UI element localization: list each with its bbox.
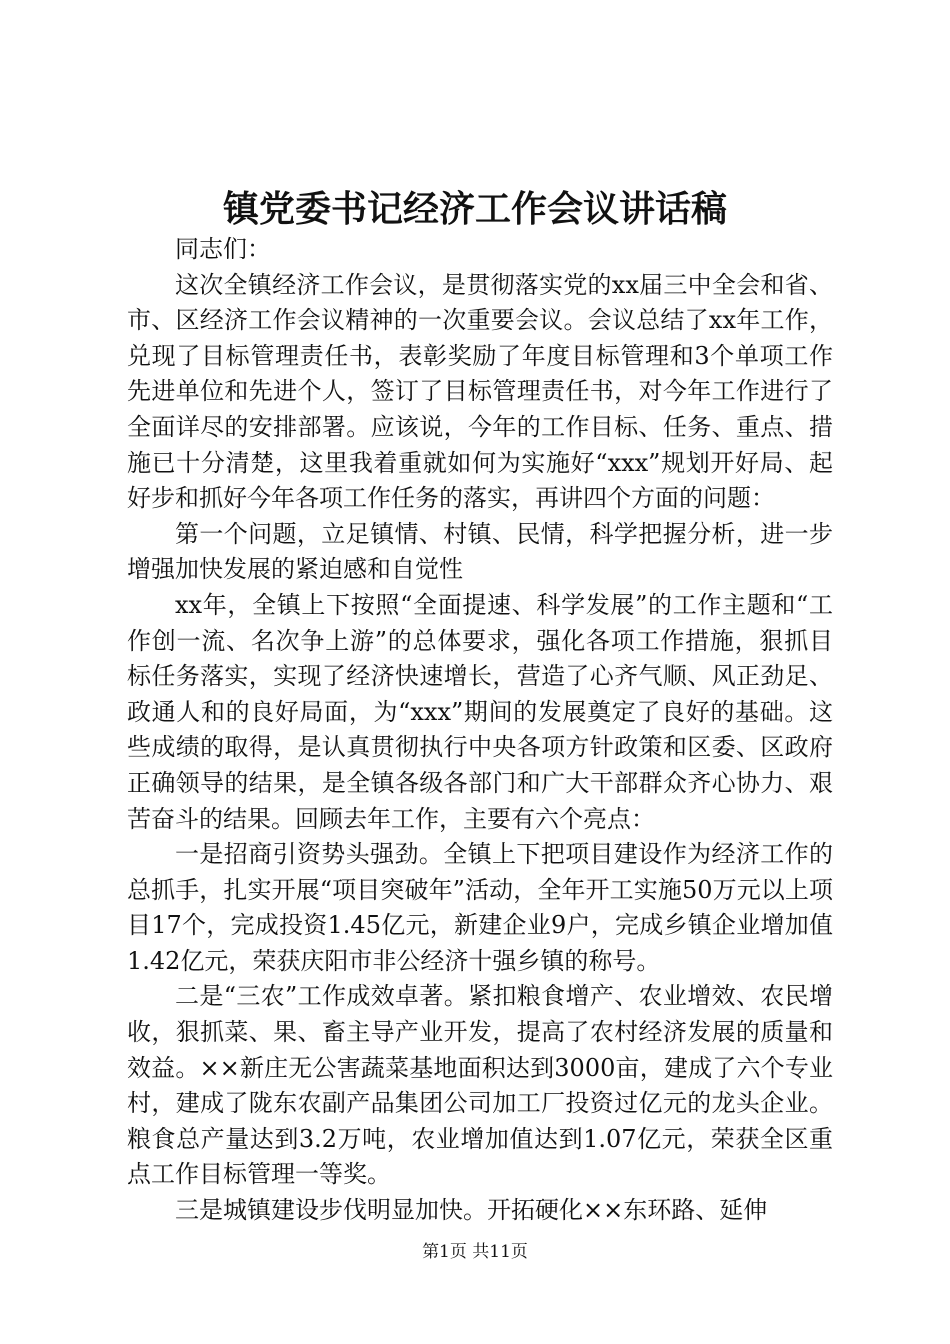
salutation-paragraph: 同志们： [175,235,271,263]
document-title: 镇党委书记经济工作会议讲话稿 [222,188,727,230]
document-body [127,232,833,1229]
body-paragraph: 一是招商引资势头强劲。全镇上下把项目建设作为经济工作的总抓手，扎实开展“项目突破年”活动，全年开工实施50万元以上项目17个，完成投资1.45亿元，新建企业9户，完成乡镇企业增加值1.42亿元，荣获庆阳市非公经济十强乡镇的称号。 [127,840,833,975]
body-paragraph: 这次全镇经济工作会议，是贯彻落实党的xx届三中全会和省、市、区经济工作会议精神的一次重要会议。会议总结了xx年工作，兑现了目标管理责任书，表彰奖励了年度目标管理和3个单项工作先进单位和先进个人，签订了目标管理责任书，对今年工作进行了全面详尽的安排部署。应该说，今年的工作目标、任务、重点、措施已十分清楚，这里我着重就如何为实施好“xxx”规划开好局、起好步和抓好今年各项工作任务的落实，再讲四个方面的问题： [127,270,833,513]
body-paragraph: 三是城镇建设步伐明显加快。开拓硬化××东环路、延伸 [175,1196,768,1225]
body-paragraph: 二是“三农”工作成效卓著。紧扣粮食增产、农业增效、农民增收，狠抓菜、果、畜主导产业开发，提高了农村经济发展的质量和效益。××新庄无公害蔬菜基地面积达到3000亩，建成了六个专业村，建成了陇东农副产品集团公司加工厂投资过亿元的龙头企业。粮食总产量达到3.2万吨，农业增加值达到1.07亿元，荣获全区重点工作目标管理一等奖。 [127,982,833,1189]
page-footer: 第1页 共11页 [422,1242,528,1262]
body-paragraph: xx年，全镇上下按照“全面提速、科学发展”的工作主题和“工作创一流、名次争上游”的总体要求，强化各项工作措施，狠抓目标任务落实，实现了经济快速增长，营造了心齐气顺、风正劲足、政通人和的良好局面，为“xxx”期间的发展奠定了良好的基础。这些成绩的取得，是认真贯彻执行中央各项方针政策和区委、区政府正确领导的结果，是全镇各级各部门和广大干部群众齐心协力、艰苦奋斗的结果。回顾去年工作，主要有六个亮点： [127,590,833,833]
section-heading-paragraph: 第一个问题，立足镇情、村镇、民情，科学把握分析，进一步增强加快发展的紧迫感和自觉性 [127,519,833,584]
